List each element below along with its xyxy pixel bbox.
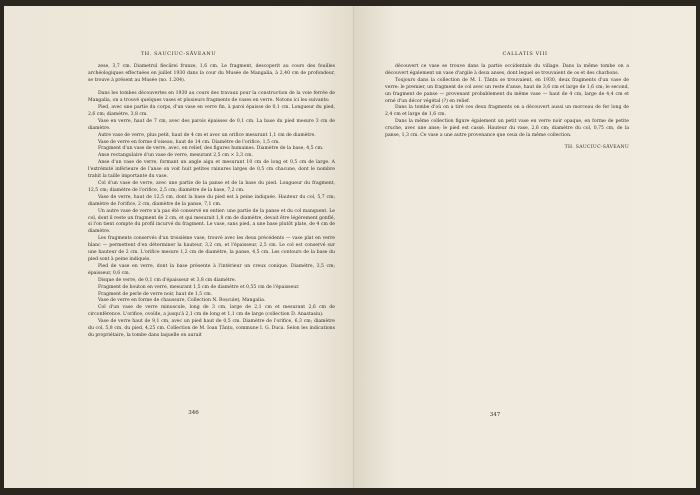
paragraph: Dans la tombe d'où on a tiré ces deux fragments on a découvert aussi un morceau de fer long de 2,4 cm et large de 1,6 cm. — [385, 105, 629, 118]
paragraph: Anse d'un vase de verre, formant un angle aigu et mesurant 10 cm de long et 0,5 cm de large. A l'extrémité inférieure de l'anse on voit huit petites rainures larges de 0,5 cm chacune, dont le nombre trahit la taille importante du vase. — [88, 160, 335, 180]
paragraph: Pied, avec une partie du corps, d'un vase en verre fin, à paroi épaisse de 0,1 cm. Longueur du pied, 2,6 cm; diamètre, 3,8 cm. — [88, 105, 335, 117]
paragraph: Vase de verre haut de 9,1 cm, avec un pied haut de 0,5 cm. Diamètre de l'orifice, 6,3 cm; diamètre du col, 5,8 cm, du pied, 4,25 cm. Collection de M. Ioan Țânțu, commune I. G. Duca. Selon les indications du propriétaire, la tombe dans laquelle on aurait — [88, 319, 335, 338]
paragraph: Vase de verre, haut de 12,5 cm, dont la base du pied est à peine indiquée. Hauteur du col, 5,7 cm; diamètre de l'orifice, 2 cm, diamètre de la panse, 7,1 cm. — [88, 194, 335, 207]
paragraph: Dans la même collection figure également un petit vase en verre noir opaque, en forme de petite cruche, avec une anse; le pied est cassé. Hauteur du vase, 2,6 cm; diamètre du col, 0,75 cm, de la panse, 1,3 cm. Ce vase a une autre provenance que ceux de la même collection. — [385, 119, 629, 139]
running-head-right: CALLATIS VIII — [502, 51, 548, 57]
right-paragraphs — [385, 64, 629, 140]
paragraph: Dans les tombes découvertes en 1930 au cours des travaux pour la construction de la voie ferrée de Mangalia, on a trouvé quelques vases et plusieurs fragments de vases en verre. Notons ici les suivants: — [88, 91, 335, 104]
paragraph: Fragment de bouton en verre, mesurant 1,5 cm de diamètre et 0,55 cm de l'épaisseur. — [98, 284, 300, 290]
paragraph: Col d'un vase de verre minuscule, long de 3 cm, large de 2,1 cm et mesurant 2,6 cm de circonférence. L'orifice, ovoïde, a jusqu'à 2,1 cm de long et 1,1 cm de large (collection D. Anastasiu). — [88, 305, 335, 318]
paragraph: découvert ce vase se trouve dans la partie occidentale du village. Dans la même tombe on a découvert également un vase d'argile à deux anses, dont lequel se trouvaient de os et des charbons. — [385, 64, 629, 76]
running-head-left: TH. SAUCIUC-SĂVEANU — [140, 51, 217, 57]
page-number-left: 346 — [188, 410, 199, 416]
paragraph: Anse rectangulaire d'un vase de verre, mesurant 2,5 cm × 3,3 cm. — [98, 153, 253, 159]
left-page — [4, 6, 354, 488]
paragraph: Fragment de perle de verre noir, haut de 1,5 cm. — [98, 291, 213, 297]
left-body-text — [88, 64, 335, 340]
paragraph: Les fragments conservés d'un troisième vase, trouvé avec les deux précédents — vase plat en verre blanc — permettent d'en déterminer la hauteur, 3,2 cm, et l'épaisseur, 2,5 cm. Le col est conservé sur une hauteur de 2 cm. L'orifice mesure 1,2 cm de diamètre, la panse, 4,5 cm. Les contours de la base du pied sont à peine indiqués. — [88, 236, 335, 262]
paragraph: Vase de verre en forme de chaussure, Collection N. Roșculeț, Mangalia. — [98, 298, 266, 304]
right-body-text — [385, 64, 629, 152]
paragraph: Autre vase de verre, plus petit, haut de 4 cm et avec un orifice mesurant 1,1 cm de diamètre. — [98, 132, 316, 138]
paragraph: Vase en verre, haut de 7 cm, avec des parois épaisses de 0,1 cm. La base du pied mesure 3 cm de diamètre. — [88, 118, 335, 131]
paragraph: Toujours dans la collection de M. I. Țânțu se trouvaient, en 1930, deux fragments d'un vase de verre: le premier, un fragment de col avec un reste d'anse, haut de 3,6 cm et large de 1,6 cm; le second, un fragment de panse — provenant probablement du même vase — haut de 4 cm, large de 4,4 cm et orné d'un décor végétal (?) en relief. — [385, 77, 629, 104]
paragraph: Pied de vase en verre, dont la base présente à l'intérieur un creux conique. Diamètre, 3,5 cm; épaisseur, 0,6 cm. — [88, 263, 335, 276]
paragraph: Vase de verre en forme d'oiseau, haut de 14 cm. Diamètre de l'orifice, 1,5 cm. — [98, 139, 280, 145]
right-page — [354, 6, 696, 488]
paragraph: Disque de verre, de 0,1 cm d'épaisseur et 3,8 cm diamètre. — [98, 277, 237, 283]
paragraph: Col d'un vase de verre, avec une partie de la panse et de la base du pied. Longueur du fragment, 12,5 cm; diamètre de l'orifice, 2,5 cm; diamètre de la base, 7,2 cm. — [88, 181, 335, 193]
book-spread — [4, 6, 696, 488]
author-signature: TH. SAUCIUC-SĂVEANU — [564, 144, 629, 150]
paragraph: Un autre vase de verre n'a pas été conservé en entier: une partie de la panse et du col manquent. Le col, dont il reste un fragment de 2 cm, et qui mesurait 1,8 cm de diamètre, devait être légèrement gonflé, si l'on tient compte du profil incurvé du fragment. Le vase, sans pied, a une base plutôt plate, de 4 cm de diamètre. — [88, 208, 335, 235]
paragraph: Fragment d'un vase de verre, avec, en relief, des figures humaines. Diamètre de la base, 4,5 cm. — [98, 146, 324, 152]
page-number-right: 347 — [489, 412, 501, 418]
paragraph: zese, 3,7 cm. Diametrul fiecărei frunze, 1,6 cm. Le fragment, descoperit au cours des fouilles archéologiques effectuées en juillet 1930 dans la cour du Musée de Mangalia, à 2,40 cm de profondeur, se trouve à présent au Musée (no. 1.204). — [88, 64, 335, 83]
